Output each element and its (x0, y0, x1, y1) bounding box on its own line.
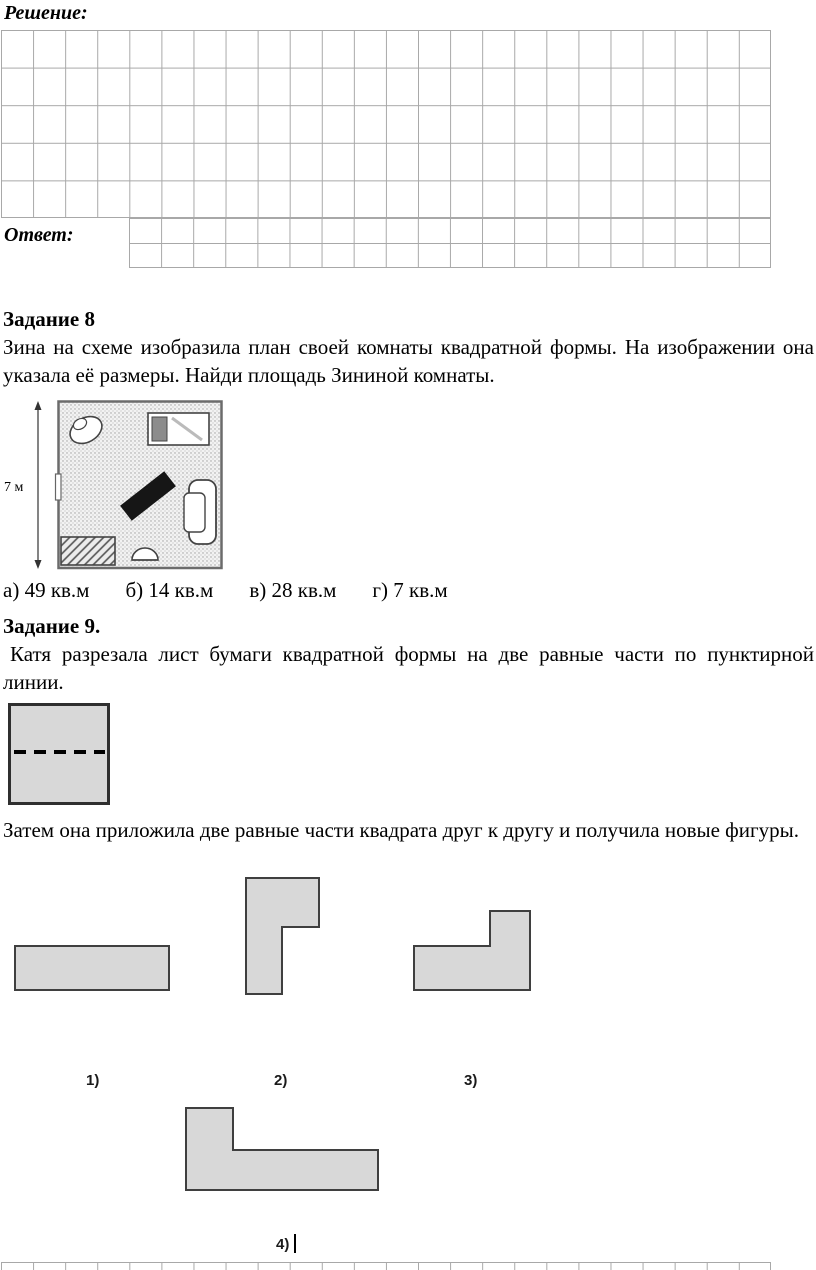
answer-row (1, 218, 771, 268)
square-figure (8, 703, 110, 810)
next-grid-top (1, 1262, 771, 1270)
solution-label: Решение: (4, 2, 88, 24)
task9-intro: Катя разрезала лист бумаги квадратной формы на две равные части по пунктирной линии. (3, 642, 814, 694)
figure-l-shape-tall (245, 877, 320, 995)
dimension-label: 7 м (4, 480, 24, 495)
figure-label-2: 2) (274, 1072, 288, 1089)
task8-option-g: г) 7 кв.м (372, 578, 448, 602)
task8-title: Задание 8 (3, 307, 95, 331)
door-icon (56, 474, 62, 500)
figure-l-shape-right (413, 910, 531, 991)
task9-followup: Затем она приложила две равные части квадрата друг к другу и получила новые фигуры. (3, 818, 800, 842)
task8-text: Зина на схеме изобразила план своей комнаты квадратной формы. На изображении она указала её размеры. Найди площадь Зининой комнаты. (3, 335, 814, 387)
dimension-arrow-icon (35, 401, 42, 569)
task9-section (3, 612, 814, 696)
figure-rectangle (14, 945, 170, 991)
figure-label-1: 1) (86, 1072, 100, 1089)
task9-title: Задание 9. (3, 614, 101, 638)
room-plan-figure (2, 400, 224, 575)
task8-option-a: а) 49 кв.м (3, 578, 90, 602)
figure-label-4: 4) (276, 1236, 290, 1253)
room-plan-illustration (2, 400, 224, 570)
square-with-cut-line (8, 703, 110, 805)
answer-grid (129, 218, 771, 268)
answer-label: Ответ: (4, 224, 74, 246)
figure-label-3: 3) (464, 1072, 478, 1089)
table-hatched-icon (61, 537, 115, 565)
task8-section (3, 305, 814, 389)
text-cursor (294, 1234, 296, 1253)
task8-option-b: б) 14 кв.м (125, 578, 214, 602)
bed-icon (148, 413, 209, 445)
sofa-icon (184, 480, 216, 544)
task8-option-v: в) 28 кв.м (249, 578, 337, 602)
figures-area (0, 868, 816, 1262)
figure-l-shape-left (185, 1107, 379, 1191)
task8-options (3, 578, 448, 603)
solution-grid (1, 30, 771, 218)
